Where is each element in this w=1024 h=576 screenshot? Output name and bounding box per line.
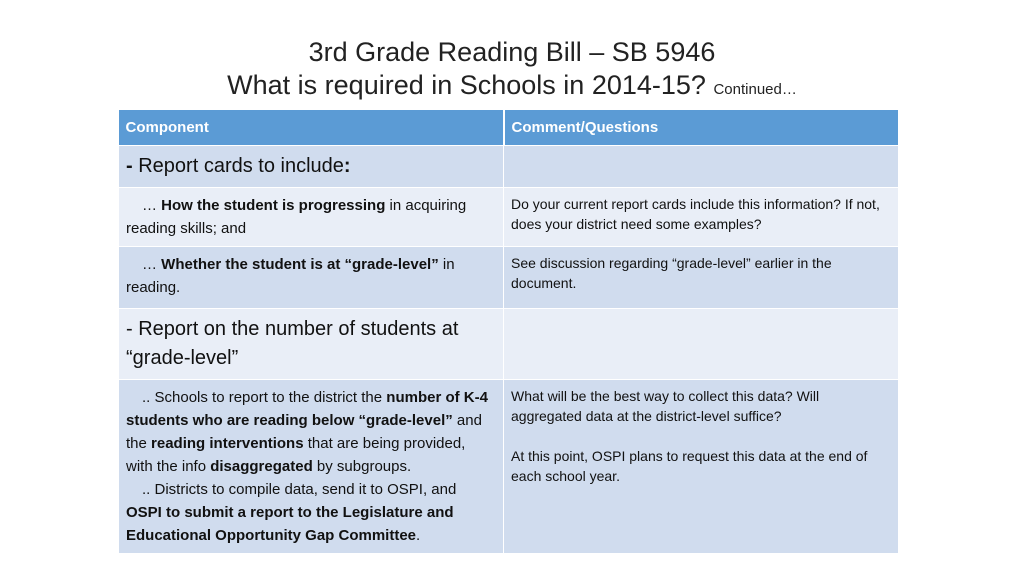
comment-cell <box>504 380 899 554</box>
component-cell <box>119 380 504 554</box>
bold-segment: reading interventions <box>151 435 304 452</box>
text-segment: .. Schools to report to the district the <box>142 389 387 406</box>
ellipsis-prefix: … <box>142 197 162 214</box>
comment-cell <box>504 309 899 380</box>
comment-cell: Do your current report cards include this information? If not, does your district need some examples? <box>504 188 899 247</box>
header-component: Component <box>119 110 504 146</box>
comment-paragraph: What will be the best way to collect this data? Will aggregated data at the district-level suffice? <box>511 388 820 424</box>
component-rest: in acquiring reading skills; and <box>126 197 467 237</box>
table-row <box>119 380 899 554</box>
header-comment: Comment/Questions <box>504 110 899 146</box>
table-row <box>119 146 899 188</box>
component-bold: How the student is progressing <box>161 197 386 214</box>
text-segment: .. Districts to compile data, send it to OSPI, and <box>142 481 457 498</box>
bold-segment: disaggregated <box>210 458 313 475</box>
ellipsis-prefix: … <box>142 256 162 273</box>
text-segment: . <box>416 527 421 544</box>
table-row <box>119 309 899 380</box>
title-line-2 <box>0 69 1024 106</box>
component-cell: - Report on the number of students at “grade-level” <box>119 309 504 380</box>
requirements-table <box>118 110 900 554</box>
bold-segment: number of K-4 students who are reading below “grade-level” <box>126 389 488 429</box>
component-text: Report cards to include <box>132 155 344 177</box>
dash: - <box>126 155 133 177</box>
component-cell <box>119 247 504 309</box>
component-rest: in reading. <box>126 256 455 296</box>
comment-cell <box>504 146 899 188</box>
table-row <box>119 188 899 247</box>
table-row <box>119 247 899 309</box>
comment-cell: See discussion regarding “grade-level” earlier in the document. <box>504 247 899 309</box>
title-continued: Continued… <box>713 81 797 98</box>
comment-paragraph: At this point, OSPI plans to request this data at the end of each school year. <box>511 448 868 484</box>
component-bold: Whether the student is at “grade-level” <box>161 256 439 273</box>
title-line-1: 3rd Grade Reading Bill – SB 5946 <box>308 37 716 67</box>
bold-segment: OSPI to submit a report to the Legislature and Educational Opportunity Gap Committee <box>126 504 454 544</box>
colon: : <box>343 155 351 177</box>
text-segment: by subgroups. <box>312 458 412 475</box>
title-line-2-text: What is required in Schools in 2014-15? <box>227 70 706 100</box>
component-cell <box>119 146 504 188</box>
text-segment: and the <box>126 412 482 452</box>
slide-title <box>0 36 1024 106</box>
component-cell <box>119 188 504 247</box>
table-header-row <box>119 110 899 146</box>
text-segment: that are being provided, with the info <box>126 435 466 475</box>
